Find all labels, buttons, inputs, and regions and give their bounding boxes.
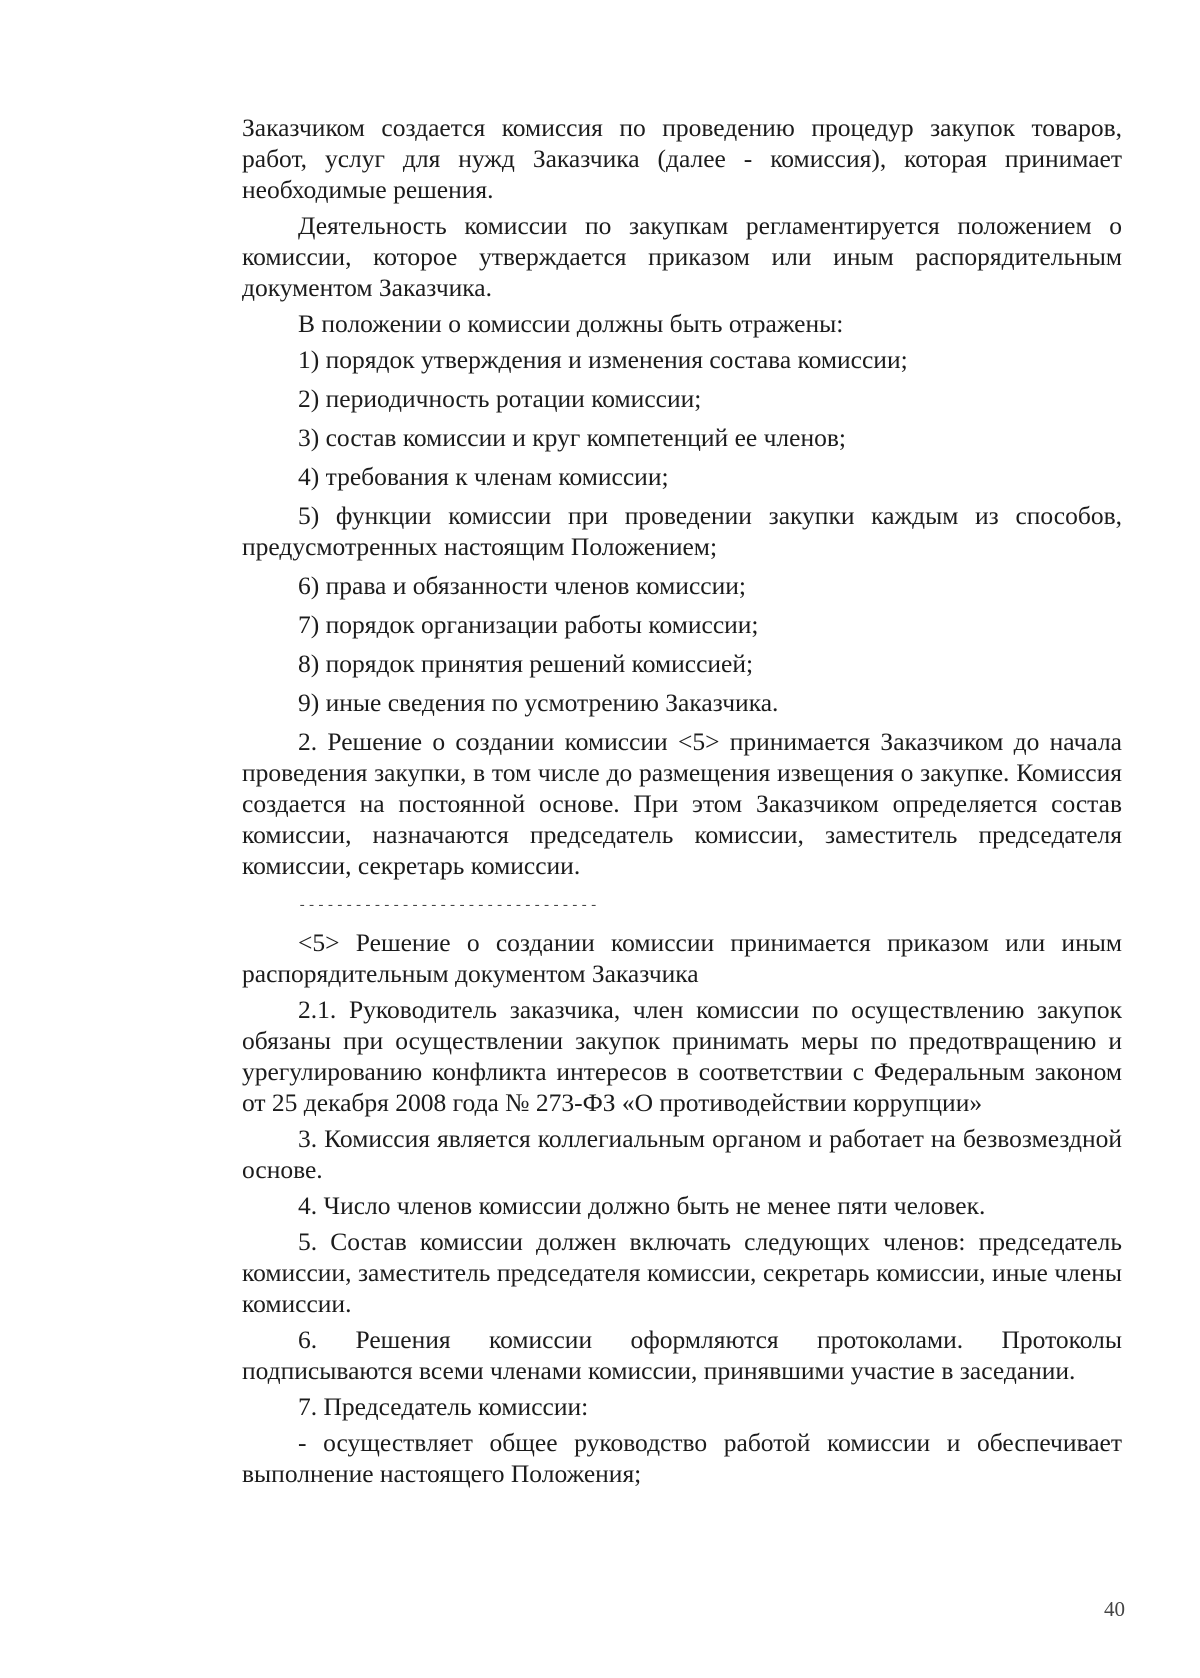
page-number: 40 <box>1104 1597 1125 1621</box>
paragraph-clause-5: 5. Состав комиссии должен включать следующих членов: председатель комиссии, заместитель председателя комиссии, секретарь комиссии, иные члены комиссии. <box>242 1227 1122 1318</box>
paragraph-commission-activity: Деятельность комиссии по закупкам регламентируется положением о комиссии, которое утверждается приказом или иным распорядительным документом Заказчика. <box>242 211 1122 302</box>
paragraph-clause-7: 7. Председатель комиссии: <box>298 1392 589 1421</box>
list-item-7: 7) порядок организации работы комиссии; <box>298 610 759 639</box>
footnote-5: <5> Решение о создании комиссии принимается приказом или иным распорядительным документом Заказчика <box>242 928 1122 988</box>
footnote-separator: -------------------------------- <box>298 898 599 914</box>
paragraph-chairman-duty: - осуществляет общее руководство работой комиссии и обеспечивает выполнение настоящего Положения; <box>242 1428 1122 1488</box>
list-item-1: 1) порядок утверждения и изменения состава комиссии; <box>298 345 908 374</box>
list-item-9: 9) иные сведения по усмотрению Заказчика. <box>298 688 779 717</box>
list-item-4: 4) требования к членам комиссии; <box>298 462 669 491</box>
document-body <box>242 112 1122 1494</box>
paragraph-intro: Заказчиком создается комиссия по проведению процедур закупок товаров, работ, услуг для нужд Заказчика (далее - комиссия), которая принимает необходимые решения. <box>242 113 1122 204</box>
paragraph-clause-2: 2. Решение о создании комиссии <5> принимается Заказчиком до начала проведения закупки, в том числе до размещения извещения о закупке. Комиссия создается на постоянной основе. При этом Заказчиком определяется состав комиссии, назначаются председатель комиссии, заместитель председателя комиссии, секретарь комиссии. <box>242 727 1122 880</box>
list-item-5: 5) функции комиссии при проведении закупки каждым из способов, предусмотренных настоящим Положением; <box>242 501 1122 561</box>
list-item-6: 6) права и обязанности членов комиссии; <box>298 571 746 600</box>
paragraph-clause-2-1: 2.1. Руководитель заказчика, член комиссии по осуществлению закупок обязаны при осуществлении закупок принимать меры по предотвращению и урегулированию конфликта интересов в соответствии с Федеральным законом от 25 декабря 2008 года № 273-ФЗ «О противодействии коррупции» <box>242 995 1122 1117</box>
paragraph-regulation-contents-heading: В положении о комиссии должны быть отражены: <box>298 309 844 338</box>
paragraph-clause-3: 3. Комиссия является коллегиальным органом и работает на безвозмездной основе. <box>242 1124 1122 1184</box>
list-item-8: 8) порядок принятия решений комиссией; <box>298 649 754 678</box>
paragraph-clause-4: 4. Число членов комиссии должно быть не менее пяти человек. <box>298 1191 986 1220</box>
list-item-2: 2) периодичность ротации комиссии; <box>298 384 702 413</box>
list-item-3: 3) состав комиссии и круг компетенций ее членов; <box>298 423 846 452</box>
paragraph-clause-6: 6. Решения комиссии оформляются протоколами. Протоколы подписываются всеми членами комиссии, принявшими участие в заседании. <box>242 1325 1122 1385</box>
